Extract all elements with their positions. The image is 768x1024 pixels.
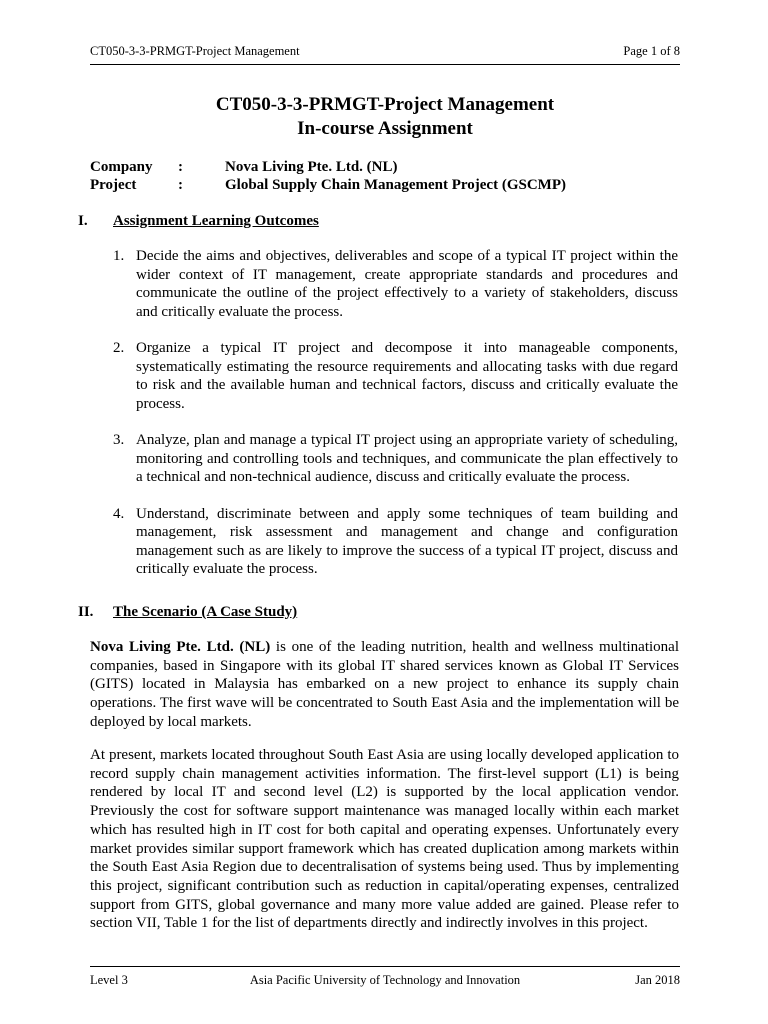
header-page-number: Page 1 of 8 <box>623 44 680 58</box>
list-item <box>113 505 678 579</box>
section-2-title: The Scenario (A Case Study) <box>113 604 298 620</box>
page-header <box>90 44 680 65</box>
document-title <box>90 93 680 141</box>
footer-level: Level 3 <box>90 973 128 987</box>
project-separator: : <box>178 177 183 193</box>
list-item-number: 3. <box>113 432 125 448</box>
section-1-number: I. <box>78 213 88 229</box>
title-line-1: CT050-3-3-PRMGT-Project Management <box>215 94 555 115</box>
company-separator: : <box>178 159 183 175</box>
list-item-text: Analyze, plan and manage a typical IT project using an appropriate variety of scheduling, monitoring and controlling tools and techniques, and communicate the plan effectively to a technical and non-technical audience, discuss and critically evaluate the process. <box>136 432 678 485</box>
section-1-title: Assignment Learning Outcomes <box>113 213 319 229</box>
page-footer <box>90 966 680 988</box>
list-item-number: 1. <box>113 248 125 264</box>
title-line-2: In-course Assignment <box>297 118 473 139</box>
list-item-number: 4. <box>113 505 125 522</box>
project-label: Project <box>90 177 137 193</box>
section-2-number: II. <box>78 604 94 620</box>
project-value: Global Supply Chain Management Project (GSCMP) <box>225 177 566 193</box>
list-item-text: Decide the aims and objectives, deliverables and scope of a typical IT project within the wider context of IT management, create appropriate standards and procedures and communicate the outline of the project effectively to a variety of stakeholders, discuss and critically evaluate the process. <box>136 248 678 320</box>
header-course-code: CT050-3-3-PRMGT-Project Management <box>90 44 300 58</box>
paragraph-text: At present, markets located throughout South East Asia are using locally developed application to record supply chain management activities information. The first-level support (L1) is being rendered by local IT and second level (L2) is supported by the local application vendor. Previously the cost for software support maintenance was managed locally within each market which has resulted high in IT cost for both capital and operating expenses. Unfortunately every market provides similar support framework which has created duplication among markets within the South East Asia Region due to decentralisation of systems being used. Thus by implementing this project, significant contribution such as reduction in capital/operating expenses, centralized support from GITS, global governance and many more value added are gained. Please refer to section VII, Table 1 for the list of departments directly and indirectly involves in this project. <box>90 747 679 932</box>
project-row <box>90 177 680 195</box>
list-item-text: Organize a typical IT project and decompose it into manageable components, systematically estimating the resource requirements and allocating tasks with due regard to risk and the available human and technical factors, discuss and critically evaluate the process. <box>136 340 678 412</box>
scenario-paragraph-2 <box>90 746 679 933</box>
list-item-text: Understand, discriminate between and apply some techniques of team building and management, risk assessment and management and change and configuration management such as are likely to improve the success of a typical IT project, discuss and critically evaluate the process. <box>136 505 678 577</box>
list-item <box>113 247 678 321</box>
scenario-paragraph-1 <box>90 638 679 732</box>
list-item <box>113 431 678 487</box>
company-row <box>90 159 680 177</box>
footer-date: Jan 2018 <box>635 973 680 987</box>
company-label: Company <box>90 159 153 175</box>
assignment-meta <box>90 159 680 195</box>
company-value: Nova Living Pte. Ltd. (NL) <box>225 159 398 175</box>
company-name-bold: Nova Living Pte. Ltd. (NL) <box>90 639 271 655</box>
paragraph-text: is one of the leading nutrition, health and wellness multinational companies, based in Singapore with its global IT shared services known as Global IT Services (GITS) located in Malaysia has embarked on a new project to enhance its supply chain operations. The first wave will be concentrated to South East Asia and the implementation will be deployed by local markets. <box>90 639 679 730</box>
list-item <box>113 339 678 413</box>
list-item-number: 2. <box>113 340 125 356</box>
footer-university: Asia Pacific University of Technology and Innovation <box>249 973 521 987</box>
learning-outcomes-list <box>113 247 678 597</box>
